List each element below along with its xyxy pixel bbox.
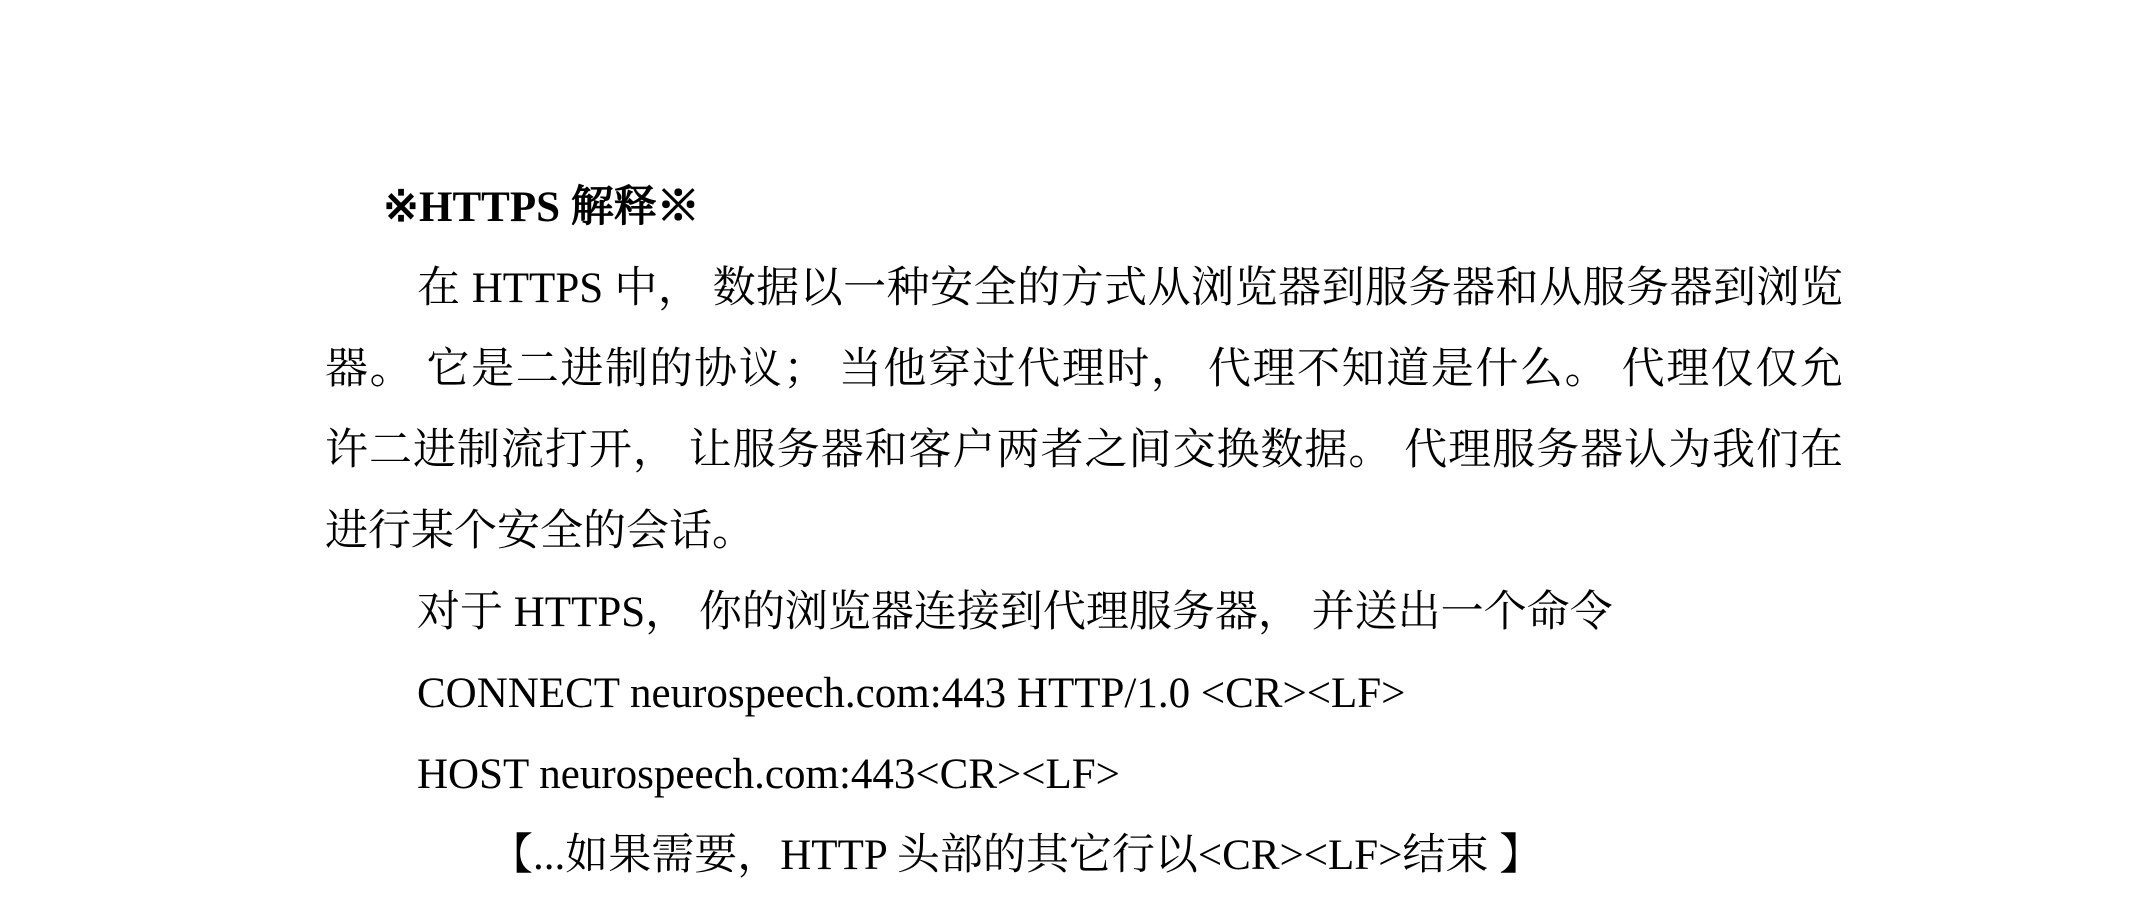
- document-body: [325, 167, 1843, 896]
- paragraph-https-line-4: 进行某个安全的会话。: [325, 508, 755, 555]
- note-line: 【...如果需要，HTTP 头部的其它行以<CR><LF>结束 】: [490, 832, 1543, 879]
- document-title: ※HTTPS 解释※: [383, 184, 700, 231]
- paragraph-https-line-3: 许二进制流打开， 让服务器和客户两者之间交换数据。 代理服务器认为我们在: [325, 427, 1843, 474]
- paragraph-https-line-1: 在 HTTPS 中， 数据以一种安全的方式从浏览器到服务器和从服务器到浏览: [417, 265, 1843, 312]
- paragraph-connect-intro: 对于 HTTPS， 你的浏览器连接到代理服务器， 并送出一个命令: [417, 589, 1613, 636]
- paragraph-https-line-2: 器。 它是二进制的协议； 当他穿过代理时， 代理不知道是什么。 代理仅仅允: [325, 346, 1843, 393]
- code-connect-line: CONNECT neurospeech.com:443 HTTP/1.0 <CR><LF>: [417, 670, 1406, 717]
- code-host-line: HOST neurospeech.com:443<CR><LF>: [417, 751, 1120, 798]
